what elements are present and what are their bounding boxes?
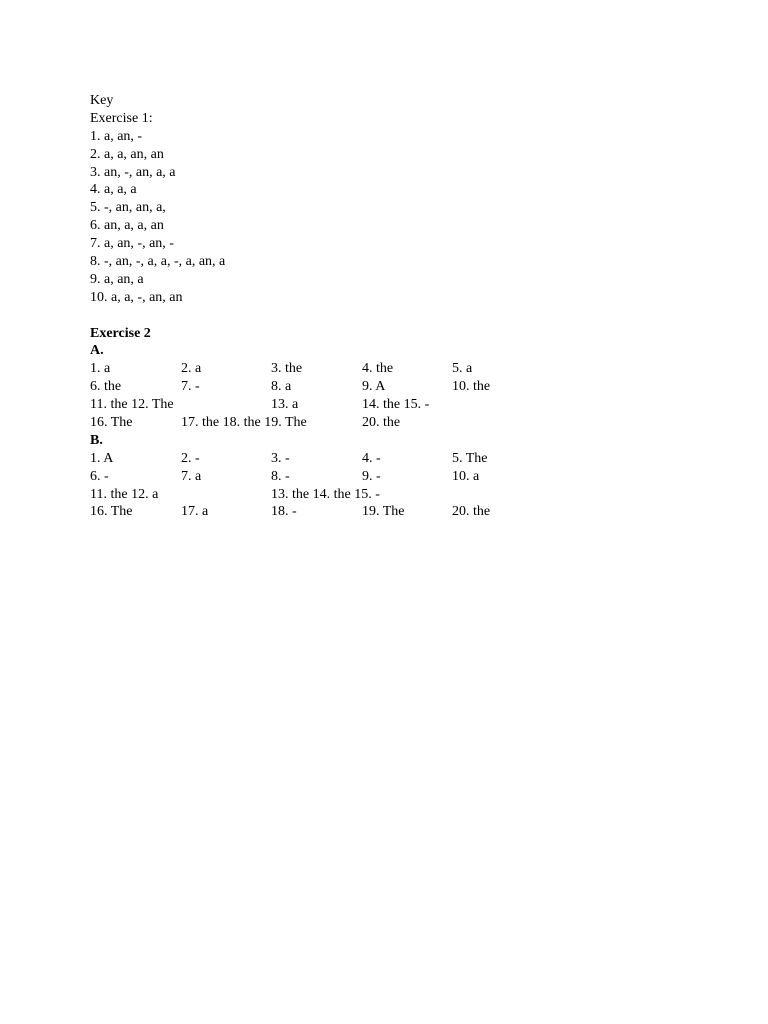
- answer-cell: 3. -: [271, 450, 290, 466]
- answer-cell: 7. a: [181, 468, 202, 484]
- answer-row: [90, 378, 730, 396]
- answer-line: 3. an, -, an, a, a: [90, 164, 176, 180]
- answer-cell: 16. The: [90, 415, 133, 431]
- answer-cell: 5. a: [452, 361, 473, 377]
- answer-line: 2. a, a, an, an: [90, 146, 164, 162]
- answer-cell: 1. a: [90, 361, 111, 377]
- exercise1-title: Exercise 1:: [90, 110, 153, 126]
- answer-row: [90, 486, 730, 504]
- answer-row: [90, 503, 730, 521]
- answer-line: 6. an, a, a, an: [90, 218, 164, 234]
- spacer: [90, 307, 730, 325]
- answer-row: [90, 396, 730, 414]
- answer-cell: 16. The: [90, 504, 133, 520]
- answer-row: [90, 360, 730, 378]
- answer-line: 8. -, an, -, a, a, -, a, an, a: [90, 254, 226, 270]
- answer-cell: 17. a: [181, 504, 209, 520]
- part-b-label: B.: [90, 432, 103, 448]
- answer-row: [90, 450, 730, 468]
- key-title: Key: [90, 93, 114, 108]
- answer-key: [90, 92, 730, 521]
- answer-cell: 4. -: [362, 450, 381, 466]
- part-b-grid: [90, 450, 730, 522]
- answer-cell: 14. the 15. -: [362, 397, 430, 413]
- answer-cell: 13. a: [271, 397, 299, 413]
- answer-cell: 2. -: [181, 450, 200, 466]
- answer-cell: 3. the: [271, 361, 303, 377]
- part-a-grid: [90, 360, 730, 432]
- answer-cell: 2. a: [181, 361, 202, 377]
- answer-cell: 13. the 14. the 15. -: [271, 486, 380, 502]
- answer-cell: 1. A: [90, 450, 114, 466]
- answer-cell: 19. The: [362, 504, 405, 520]
- answer-row: [90, 414, 730, 432]
- answer-cell: 11. the 12. a: [90, 486, 159, 502]
- answer-cell: 8. -: [271, 468, 290, 484]
- answer-line: 4. a, a, a: [90, 182, 137, 198]
- answer-cell: 4. the: [362, 361, 394, 377]
- exercise1-answers: [90, 128, 730, 307]
- answer-cell: 8. a: [271, 379, 292, 395]
- answer-row: [90, 468, 730, 486]
- answer-cell: 9. A: [362, 379, 386, 395]
- answer-cell: 9. -: [362, 468, 381, 484]
- answer-line: 5. -, an, an, a,: [90, 200, 166, 216]
- answer-cell: 10. a: [452, 468, 480, 484]
- answer-cell: 6. the: [90, 379, 122, 395]
- answer-line: 9. a, an, a: [90, 271, 144, 287]
- exercise2-title: Exercise 2: [90, 325, 151, 341]
- answer-cell: 18. -: [271, 504, 297, 520]
- answer-line: 1. a, an, -: [90, 128, 143, 144]
- answer-line: 10. a, a, -, an, an: [90, 289, 183, 305]
- answer-cell: 5. The: [452, 450, 488, 466]
- answer-line: 7. a, an, -, an, -: [90, 236, 174, 252]
- answer-cell: 7. -: [181, 379, 200, 395]
- answer-cell: 17. the 18. the 19. The: [181, 415, 307, 431]
- answer-cell: 20. the: [452, 504, 491, 520]
- answer-cell: 10. the: [452, 379, 491, 395]
- part-a-label: A.: [90, 343, 104, 359]
- answer-cell: 6. -: [90, 468, 109, 484]
- answer-cell: 20. the: [362, 415, 401, 431]
- answer-cell: 11. the 12. The: [90, 397, 174, 413]
